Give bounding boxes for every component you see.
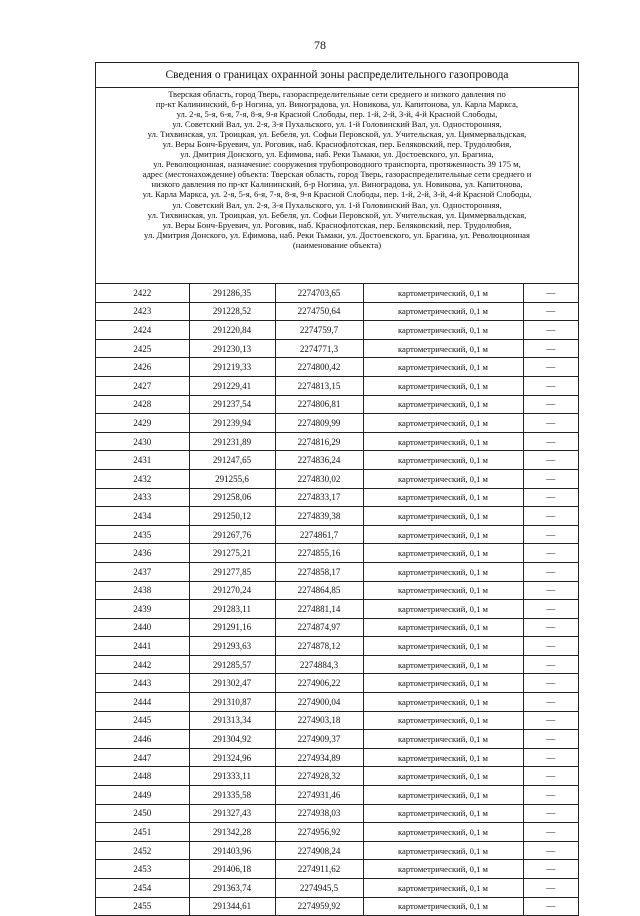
point-number-cell: 2425 bbox=[96, 339, 189, 358]
point-number-cell: 2452 bbox=[96, 841, 189, 860]
point-number-cell: 2432 bbox=[96, 469, 189, 488]
point-number-cell: 2451 bbox=[96, 823, 189, 842]
coordinates-table bbox=[96, 284, 578, 915]
table-row bbox=[96, 637, 578, 656]
coord-y-cell: 2274934,89 bbox=[275, 748, 363, 767]
method-accuracy-cell: картометрический, 0,1 м bbox=[363, 674, 523, 693]
coord-y-cell: 2274911,62 bbox=[275, 860, 363, 879]
table-row bbox=[96, 804, 578, 823]
coord-x-cell: 291335,58 bbox=[189, 786, 275, 805]
point-number-cell: 2446 bbox=[96, 730, 189, 749]
method-accuracy-cell: картометрический, 0,1 м bbox=[363, 321, 523, 340]
coord-y-cell: 2274806,81 bbox=[275, 395, 363, 414]
coord-y-cell: 2274861,7 bbox=[275, 525, 363, 544]
method-accuracy-cell: картометрический, 0,1 м bbox=[363, 618, 523, 637]
description-line: ул. Тихвинская, ул. Троицкая, ул. Бебеля, ул. Софьи Перовской, ул. Учительская, ул. Циммервальдская, bbox=[147, 129, 527, 140]
coord-x-cell: 291285,57 bbox=[189, 655, 275, 674]
method-accuracy-cell: картометрический, 0,1 м bbox=[363, 339, 523, 358]
description-line: ул. Дмитрия Донского, ул. Ефимова, наб. Реки Тьмаки, ул. Достоевского, ул. Брагина, bbox=[180, 149, 494, 160]
point-number-cell: 2437 bbox=[96, 562, 189, 581]
document-title: Сведения о границах охранной зоны распределительного газопровода bbox=[96, 63, 578, 88]
coord-x-cell: 291283,11 bbox=[189, 600, 275, 619]
point-number-cell: 2438 bbox=[96, 581, 189, 600]
point-number-cell: 2445 bbox=[96, 711, 189, 730]
method-accuracy-cell: картометрический, 0,1 м bbox=[363, 804, 523, 823]
coord-y-cell: 2274931,46 bbox=[275, 786, 363, 805]
method-accuracy-cell: картометрический, 0,1 м bbox=[363, 600, 523, 619]
description-line: ул. Дмитрия Донского, ул. Ефимова, наб. Реки Тьмаки, ул. Достоевского, ул. Брагина, ул. Революционная bbox=[144, 229, 530, 240]
coord-y-cell: 2274959,92 bbox=[275, 897, 363, 915]
coord-x-cell: 291239,94 bbox=[189, 414, 275, 433]
coord-x-cell: 291220,84 bbox=[189, 321, 275, 340]
method-accuracy-cell: картометрический, 0,1 м bbox=[363, 507, 523, 526]
coord-y-cell: 2274906,22 bbox=[275, 674, 363, 693]
point-number-cell: 2441 bbox=[96, 637, 189, 656]
point-description-cell: — bbox=[523, 562, 578, 581]
point-number-cell: 2434 bbox=[96, 507, 189, 526]
coord-x-cell: 291344,61 bbox=[189, 897, 275, 915]
point-description-cell: — bbox=[523, 637, 578, 656]
description-line: ул. Революционная, назначение: сооружения трубопроводного транспорта, протяженность 39 175 м, bbox=[153, 159, 521, 170]
coord-x-cell: 291286,35 bbox=[189, 284, 275, 302]
table-row bbox=[96, 730, 578, 749]
coord-y-cell: 2274909,37 bbox=[275, 730, 363, 749]
point-number-cell: 2447 bbox=[96, 748, 189, 767]
method-accuracy-cell: картометрический, 0,1 м bbox=[363, 860, 523, 879]
coord-x-cell: 291237,54 bbox=[189, 395, 275, 414]
point-description-cell: — bbox=[523, 711, 578, 730]
coord-y-cell: 2274830,02 bbox=[275, 469, 363, 488]
point-description-cell: — bbox=[523, 879, 578, 898]
point-description-cell: — bbox=[523, 339, 578, 358]
zone-document bbox=[95, 62, 579, 916]
table-row bbox=[96, 879, 578, 898]
point-description-cell: — bbox=[523, 823, 578, 842]
page-number: 78 bbox=[314, 38, 326, 52]
point-number-cell: 2436 bbox=[96, 544, 189, 563]
coord-x-cell: 291342,28 bbox=[189, 823, 275, 842]
coord-x-cell: 291270,24 bbox=[189, 581, 275, 600]
point-description-cell: — bbox=[523, 414, 578, 433]
coord-y-cell: 2274903,18 bbox=[275, 711, 363, 730]
coord-y-cell: 2274813,15 bbox=[275, 376, 363, 395]
coord-x-cell: 291267,76 bbox=[189, 525, 275, 544]
method-accuracy-cell: картометрический, 0,1 м bbox=[363, 432, 523, 451]
method-accuracy-cell: картометрический, 0,1 м bbox=[363, 302, 523, 321]
point-description-cell: — bbox=[523, 581, 578, 600]
description-line: ул. Советский Вал, ул. 2-я, 3-я Пухальского, ул. 1-й Головинский Вал, ул. Односторонняя, bbox=[172, 119, 502, 130]
coord-y-cell: 2274908,24 bbox=[275, 841, 363, 860]
point-description-cell: — bbox=[523, 786, 578, 805]
table-row bbox=[96, 897, 578, 915]
coord-x-cell: 291219,33 bbox=[189, 358, 275, 377]
coord-x-cell: 291406,18 bbox=[189, 860, 275, 879]
description-line: Тверская область, город Тверь, газораспределительные сети среднего и низкого давления по bbox=[168, 89, 506, 99]
coord-x-cell: 291293,63 bbox=[189, 637, 275, 656]
method-accuracy-cell: картометрический, 0,1 м bbox=[363, 897, 523, 915]
coord-x-cell: 291327,43 bbox=[189, 804, 275, 823]
method-accuracy-cell: картометрический, 0,1 м bbox=[363, 693, 523, 712]
coord-y-cell: 2274884,3 bbox=[275, 655, 363, 674]
coord-x-cell: 291247,65 bbox=[189, 451, 275, 470]
point-description-cell: — bbox=[523, 284, 578, 302]
coord-y-cell: 2274874,97 bbox=[275, 618, 363, 637]
description-line: ул. Веры Бонч-Бруевич, ул. Роговик, наб. Краснофлотская, пер. Беляковский, пер. Трудолюбия, bbox=[162, 219, 512, 230]
coord-y-cell: 2274858,17 bbox=[275, 562, 363, 581]
point-number-cell: 2431 bbox=[96, 451, 189, 470]
description-line: пр-кт Калининский, б-р Ногина, ул. Виноградова, ул. Новикова, ул. Капитонова, ул. Карла Маркса, bbox=[155, 99, 519, 110]
coord-y-cell: 2274928,32 bbox=[275, 767, 363, 786]
table-row bbox=[96, 860, 578, 879]
coord-y-cell: 2274839,38 bbox=[275, 507, 363, 526]
table-row bbox=[96, 711, 578, 730]
point-description-cell: — bbox=[523, 432, 578, 451]
point-description-cell: — bbox=[523, 767, 578, 786]
point-description-cell: — bbox=[523, 525, 578, 544]
table-row bbox=[96, 469, 578, 488]
coord-x-cell: 291304,92 bbox=[189, 730, 275, 749]
coord-y-cell: 2274800,42 bbox=[275, 358, 363, 377]
coord-y-cell: 2274771,3 bbox=[275, 339, 363, 358]
point-number-cell: 2427 bbox=[96, 376, 189, 395]
method-accuracy-cell: картометрический, 0,1 м bbox=[363, 879, 523, 898]
table-row bbox=[96, 841, 578, 860]
point-description-cell: — bbox=[523, 451, 578, 470]
table-row bbox=[96, 748, 578, 767]
point-description-cell: — bbox=[523, 730, 578, 749]
method-accuracy-cell: картометрический, 0,1 м bbox=[363, 711, 523, 730]
point-description-cell: — bbox=[523, 544, 578, 563]
table-row bbox=[96, 376, 578, 395]
point-description-cell: — bbox=[523, 693, 578, 712]
method-accuracy-cell: картометрический, 0,1 м bbox=[363, 414, 523, 433]
coord-x-cell: 291363,74 bbox=[189, 879, 275, 898]
coord-x-cell: 291403,96 bbox=[189, 841, 275, 860]
point-description-cell: — bbox=[523, 804, 578, 823]
point-description-cell: — bbox=[523, 897, 578, 915]
coord-y-cell: 2274809,99 bbox=[275, 414, 363, 433]
point-number-cell: 2444 bbox=[96, 693, 189, 712]
method-accuracy-cell: картометрический, 0,1 м bbox=[363, 395, 523, 414]
coord-x-cell: 291229,41 bbox=[189, 376, 275, 395]
method-accuracy-cell: картометрический, 0,1 м bbox=[363, 637, 523, 656]
table-row bbox=[96, 600, 578, 619]
point-description-cell: — bbox=[523, 376, 578, 395]
coord-x-cell: 291313,34 bbox=[189, 711, 275, 730]
point-description-cell: — bbox=[523, 395, 578, 414]
table-row bbox=[96, 525, 578, 544]
point-description-cell: — bbox=[523, 860, 578, 879]
table-row bbox=[96, 414, 578, 433]
method-accuracy-cell: картометрический, 0,1 м bbox=[363, 767, 523, 786]
point-description-cell: — bbox=[523, 655, 578, 674]
table-row bbox=[96, 507, 578, 526]
method-accuracy-cell: картометрический, 0,1 м bbox=[363, 469, 523, 488]
description-line: ул. Тихвинская, ул. Троицкая, ул. Бебеля, ул. Софьи Перовской, ул. Учительская, ул. Циммервальдская, bbox=[147, 209, 527, 220]
point-number-cell: 2430 bbox=[96, 432, 189, 451]
table-row bbox=[96, 339, 578, 358]
method-accuracy-cell: картометрический, 0,1 м bbox=[363, 525, 523, 544]
coord-x-cell: 291231,89 bbox=[189, 432, 275, 451]
point-number-cell: 2426 bbox=[96, 358, 189, 377]
method-accuracy-cell: картометрический, 0,1 м bbox=[363, 786, 523, 805]
point-description-cell: — bbox=[523, 674, 578, 693]
table-row bbox=[96, 823, 578, 842]
point-number-cell: 2453 bbox=[96, 860, 189, 879]
point-number-cell: 2443 bbox=[96, 674, 189, 693]
point-number-cell: 2442 bbox=[96, 655, 189, 674]
coord-x-cell: 291275,21 bbox=[189, 544, 275, 563]
point-description-cell: — bbox=[523, 618, 578, 637]
point-number-cell: 2429 bbox=[96, 414, 189, 433]
object-caption: (наименование объекта) bbox=[292, 239, 382, 250]
coord-y-cell: 2274703,65 bbox=[275, 284, 363, 302]
coord-x-cell: 291310,87 bbox=[189, 693, 275, 712]
coord-y-cell: 2274864,85 bbox=[275, 581, 363, 600]
table-row bbox=[96, 358, 578, 377]
description-line: ул. Советский Вал, ул. 2-я, 3-я Пухальского, ул. 1-й Головинский Вал, ул. Односторонняя, bbox=[172, 199, 502, 210]
point-number-cell: 2423 bbox=[96, 302, 189, 321]
point-description-cell: — bbox=[523, 358, 578, 377]
point-number-cell: 2449 bbox=[96, 786, 189, 805]
method-accuracy-cell: картометрический, 0,1 м bbox=[363, 841, 523, 860]
point-number-cell: 2455 bbox=[96, 897, 189, 915]
method-accuracy-cell: картометрический, 0,1 м bbox=[363, 451, 523, 470]
coord-y-cell: 2274956,92 bbox=[275, 823, 363, 842]
coord-y-cell: 2274945,5 bbox=[275, 879, 363, 898]
table-row bbox=[96, 284, 578, 302]
point-number-cell: 2450 bbox=[96, 804, 189, 823]
description-line: ул. Карла Маркса, ул. 2-я, 5-я, 6-я, 7-я, 8-я, 9-я Красной Слободы, пер. 1-й, 2-й, 3-й, 4-й Красной Слободы, bbox=[142, 189, 532, 200]
description-line: ул. 2-я, 5-я, 6-я, 7-я, 8-я, 9-я Красной Слободы, пер. 1-й, 2-й, 3-й, 4-й Красной Слободы, bbox=[176, 109, 498, 120]
point-description-cell: — bbox=[523, 507, 578, 526]
method-accuracy-cell: картометрический, 0,1 м bbox=[363, 823, 523, 842]
method-accuracy-cell: картометрический, 0,1 м bbox=[363, 562, 523, 581]
coord-y-cell: 2274900,04 bbox=[275, 693, 363, 712]
coord-x-cell: 291291,16 bbox=[189, 618, 275, 637]
table-row bbox=[96, 451, 578, 470]
coord-x-cell: 291230,13 bbox=[189, 339, 275, 358]
point-number-cell: 2435 bbox=[96, 525, 189, 544]
coord-y-cell: 2274816,29 bbox=[275, 432, 363, 451]
point-description-cell: — bbox=[523, 302, 578, 321]
point-number-cell: 2440 bbox=[96, 618, 189, 637]
point-number-cell: 2448 bbox=[96, 767, 189, 786]
point-description-cell: — bbox=[523, 488, 578, 507]
method-accuracy-cell: картометрический, 0,1 м bbox=[363, 730, 523, 749]
coord-x-cell: 291258,06 bbox=[189, 488, 275, 507]
point-number-cell: 2454 bbox=[96, 879, 189, 898]
coord-x-cell: 291333,11 bbox=[189, 767, 275, 786]
coord-x-cell: 291324,96 bbox=[189, 748, 275, 767]
coord-x-cell: 291302,47 bbox=[189, 674, 275, 693]
table-row bbox=[96, 544, 578, 563]
coord-y-cell: 2274878,12 bbox=[275, 637, 363, 656]
table-row bbox=[96, 395, 578, 414]
point-number-cell: 2439 bbox=[96, 600, 189, 619]
coord-y-cell: 2274855,16 bbox=[275, 544, 363, 563]
point-number-cell: 2428 bbox=[96, 395, 189, 414]
method-accuracy-cell: картометрический, 0,1 м bbox=[363, 488, 523, 507]
coord-y-cell: 2274833,17 bbox=[275, 488, 363, 507]
table-row bbox=[96, 767, 578, 786]
table-row bbox=[96, 618, 578, 637]
point-description-cell: — bbox=[523, 841, 578, 860]
table-row bbox=[96, 786, 578, 805]
point-number-cell: 2422 bbox=[96, 284, 189, 302]
point-description-cell: — bbox=[523, 748, 578, 767]
description-line: адрес (местонахождение) объекта: Тверская область, город Тверь, газораспределительные сети среднего и bbox=[142, 169, 532, 180]
table-row bbox=[96, 581, 578, 600]
point-number-cell: 2433 bbox=[96, 488, 189, 507]
point-description-cell: — bbox=[523, 321, 578, 340]
point-description-cell: — bbox=[523, 600, 578, 619]
method-accuracy-cell: картометрический, 0,1 м bbox=[363, 358, 523, 377]
point-number-cell: 2424 bbox=[96, 321, 189, 340]
method-accuracy-cell: картометрический, 0,1 м bbox=[363, 376, 523, 395]
method-accuracy-cell: картометрический, 0,1 м bbox=[363, 284, 523, 302]
method-accuracy-cell: картометрический, 0,1 м bbox=[363, 544, 523, 563]
table-row bbox=[96, 674, 578, 693]
coord-x-cell: 291250,12 bbox=[189, 507, 275, 526]
method-accuracy-cell: картометрический, 0,1 м bbox=[363, 581, 523, 600]
table-row bbox=[96, 693, 578, 712]
point-description-cell: — bbox=[523, 469, 578, 488]
object-description bbox=[96, 88, 578, 284]
method-accuracy-cell: картометрический, 0,1 м bbox=[363, 655, 523, 674]
description-line: низкого давления по пр-кт Калининский, б-р Ногина, ул. Виноградова, ул. Новикова, ул. Капитонова, bbox=[151, 179, 523, 190]
coord-y-cell: 2274750,64 bbox=[275, 302, 363, 321]
coord-x-cell: 291228,52 bbox=[189, 302, 275, 321]
method-accuracy-cell: картометрический, 0,1 м bbox=[363, 748, 523, 767]
coord-y-cell: 2274836,24 bbox=[275, 451, 363, 470]
table-row bbox=[96, 321, 578, 340]
table-row bbox=[96, 562, 578, 581]
coord-y-cell: 2274759,7 bbox=[275, 321, 363, 340]
description-lines bbox=[99, 89, 575, 240]
coord-y-cell: 2274881,14 bbox=[275, 600, 363, 619]
table-row bbox=[96, 488, 578, 507]
table-row bbox=[96, 655, 578, 674]
coord-y-cell: 2274938,03 bbox=[275, 804, 363, 823]
coord-x-cell: 291277,85 bbox=[189, 562, 275, 581]
coord-x-cell: 291255,6 bbox=[189, 469, 275, 488]
table-row bbox=[96, 302, 578, 321]
table-row bbox=[96, 432, 578, 451]
description-line: ул. Веры Бонч-Бруевич, ул. Роговик, наб. Краснофлотская, пер. Беляковский, пер. Трудолюбия, bbox=[162, 139, 512, 150]
